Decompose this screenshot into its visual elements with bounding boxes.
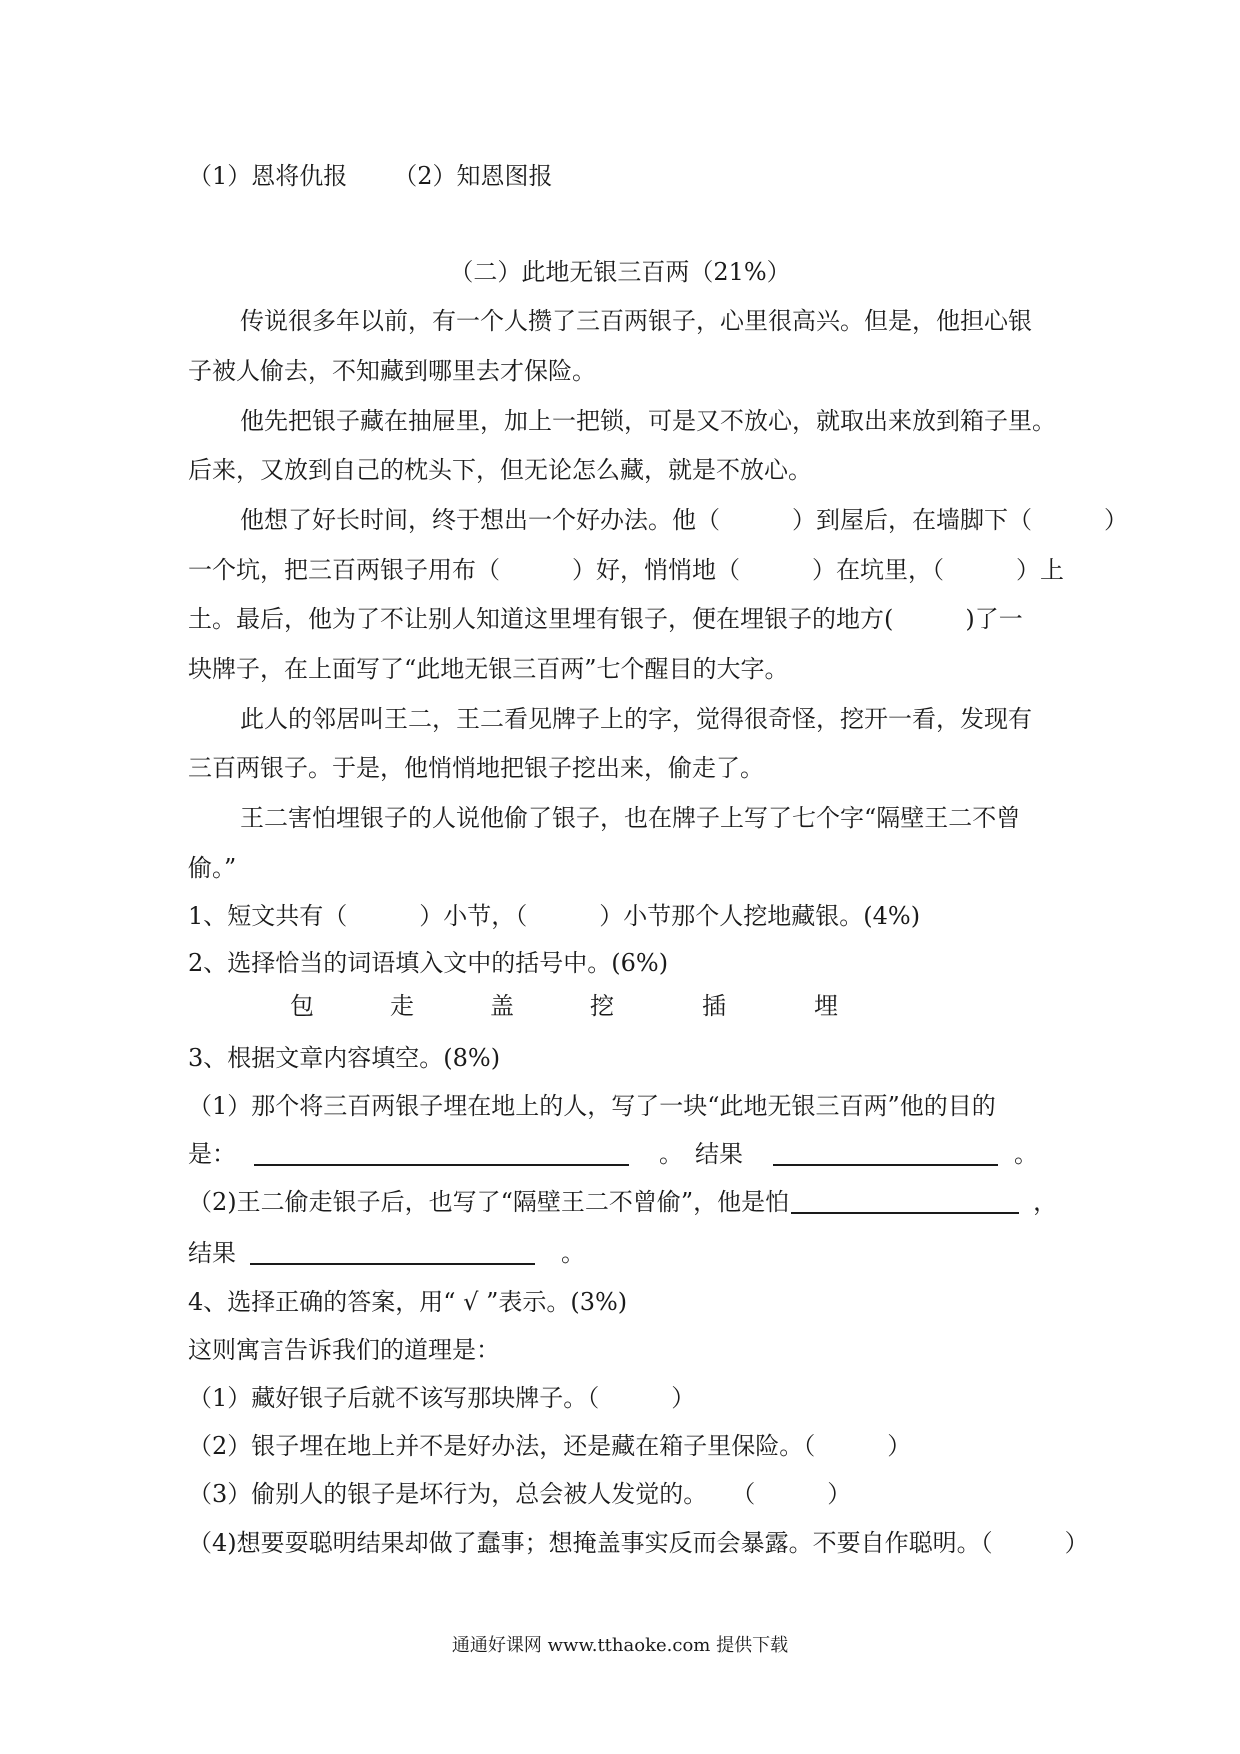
question-1: 1、短文共有（ ）小节，（ ）小节那个人挖地藏银。(4%) <box>188 902 921 930</box>
word-option-1: 包 <box>290 992 314 1020</box>
passage-p1-line1: 传说很多年以前，有一个人攒了三百两银子，心里很高兴。但是，他担心银 <box>240 307 1032 335</box>
answer-blank-result-1[interactable] <box>773 1144 998 1166</box>
question-3-1-line2 <box>188 1138 1038 1170</box>
choice-1[interactable]: （1）藏好银子后就不该写那块牌子。（ ） <box>188 1384 696 1412</box>
word-option-3: 盖 <box>490 992 514 1020</box>
passage-p5-line1: 王二害怕埋银子的人说他偷了银子，也在牌子上写了七个字“隔壁王二不曾 <box>240 804 1021 832</box>
passage-p4-line2: 三百两银子。于是，他悄悄地把银子挖出来，偷走了。 <box>188 754 764 782</box>
choice-3[interactable]: （3）偷别人的银子是坏行为，总会被人发觉的。 （ ） <box>188 1480 852 1508</box>
q3-2-result-label: 结果 <box>188 1239 236 1267</box>
question-3: 3、根据文章内容填空。(8%) <box>188 1044 501 1072</box>
footer-source: 通通好课网 www.tthaoke.com 提供下载 <box>451 1635 789 1656</box>
passage-p3-line1: 他想了好长时间，终于想出一个好办法。他（ ）到屋后，在墙脚下（ ） <box>240 506 1128 534</box>
word-option-5: 插 <box>702 992 726 1020</box>
word-option-6: 埋 <box>814 992 838 1020</box>
section-title: （二）此地无银三百两（21%） <box>449 258 791 286</box>
q3-2-comma: ， <box>1033 1188 1058 1216</box>
passage-p2-line2: 后来，又放到自己的枕头下，但无论怎么藏，就是不放心。 <box>188 456 812 484</box>
word-option-2: 走 <box>390 992 414 1020</box>
choice-2[interactable]: （2）银子埋在地上并不是好办法，还是藏在箱子里保险。（ ） <box>188 1432 912 1460</box>
q3-1-result-label: 。 结果 <box>659 1140 743 1168</box>
question-3-1-line1: （1）那个将三百两银子埋在地上的人，写了一块“此地无银三百两”他的目的 <box>188 1092 996 1120</box>
option-1-text: （1）恩将仇报 <box>188 162 348 190</box>
q3-1-label: 是： <box>188 1140 236 1168</box>
passage-p3-line3: 土。最后，他为了不让别人知道这里埋有银子，便在埋银子的地方( )了一 <box>188 605 1023 633</box>
q3-1-period: 。 <box>1014 1140 1038 1168</box>
question-4: 4、选择正确的答案，用“ √ ”表示。(3%) <box>188 1288 628 1316</box>
passage-p4-line1: 此人的邻居叫王二，王二看见牌子上的字，觉得很奇怪，挖开一看，发现有 <box>240 705 1032 733</box>
word-option-4: 挖 <box>590 992 614 1020</box>
q3-2-label: （2)王二偷走银子后，也写了“隔壁王二不曾偷”，他是怕 <box>188 1188 790 1216</box>
question-3-2-line2 <box>188 1237 585 1269</box>
answer-blank-purpose[interactable] <box>254 1144 629 1166</box>
q3-2-period: 。 <box>561 1239 585 1267</box>
passage-p2-line1: 他先把银子藏在抽屉里，加上一把锁，可是又不放心，就取出来放到箱子里。 <box>240 407 1056 435</box>
passage-p3-line2: 一个坑，把三百两银子用布（ ）好，悄悄地（ ）在坑里，（ ）上 <box>188 556 1064 584</box>
passage-p3-line4: 块牌子，在上面写了“此地无银三百两”七个醒目的大字。 <box>188 655 789 683</box>
answer-blank-result-2[interactable] <box>250 1243 535 1265</box>
option-2-text: （2）知恩图报 <box>393 162 553 190</box>
passage-p1-line2: 子被人偷去，不知藏到哪里去才保险。 <box>188 357 596 385</box>
question-4-intro: 这则寓言告诉我们的道理是： <box>188 1336 500 1364</box>
option-1 <box>188 160 553 192</box>
choice-4[interactable]: （4)想要耍聪明结果却做了蠢事；想掩盖事实反而会暴露。不要自作聪明。（ ） <box>188 1529 1089 1557</box>
answer-blank-fear[interactable] <box>791 1192 1019 1214</box>
question-3-2-line1 <box>188 1186 1057 1218</box>
question-2: 2、选择恰当的词语填入文中的括号中。(6%) <box>188 949 669 977</box>
passage-p5-line2: 偷。” <box>188 854 237 882</box>
